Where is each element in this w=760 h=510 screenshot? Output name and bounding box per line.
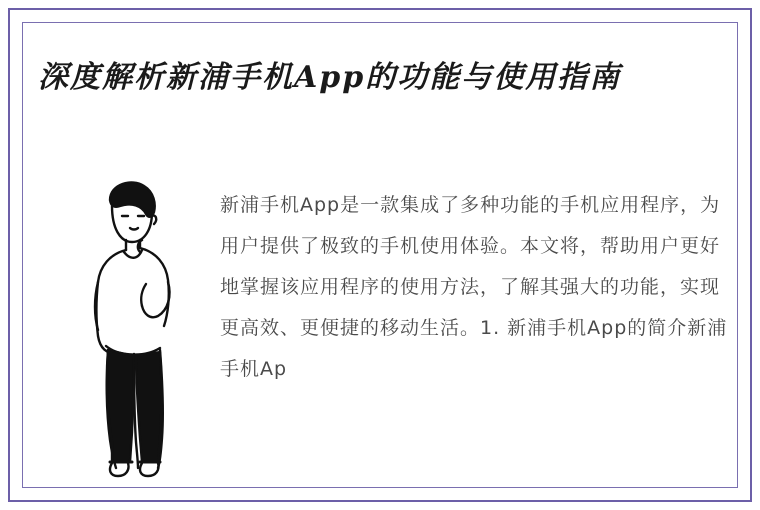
standing-man-illustration [72, 170, 202, 480]
article-body: 新浦手机App是一款集成了多种功能的手机应用程序，为用户提供了极致的手机使用体验。本文将，帮助用户更好地掌握该应用程序的使用方法，了解其强大的功能，实现更高效、更便捷的移动生活。1. 新浦手机App的简介新浦手机Ap [220, 194, 728, 380]
page-title: 深度解析新浦手机App的功能与使用指南 [38, 60, 622, 95]
